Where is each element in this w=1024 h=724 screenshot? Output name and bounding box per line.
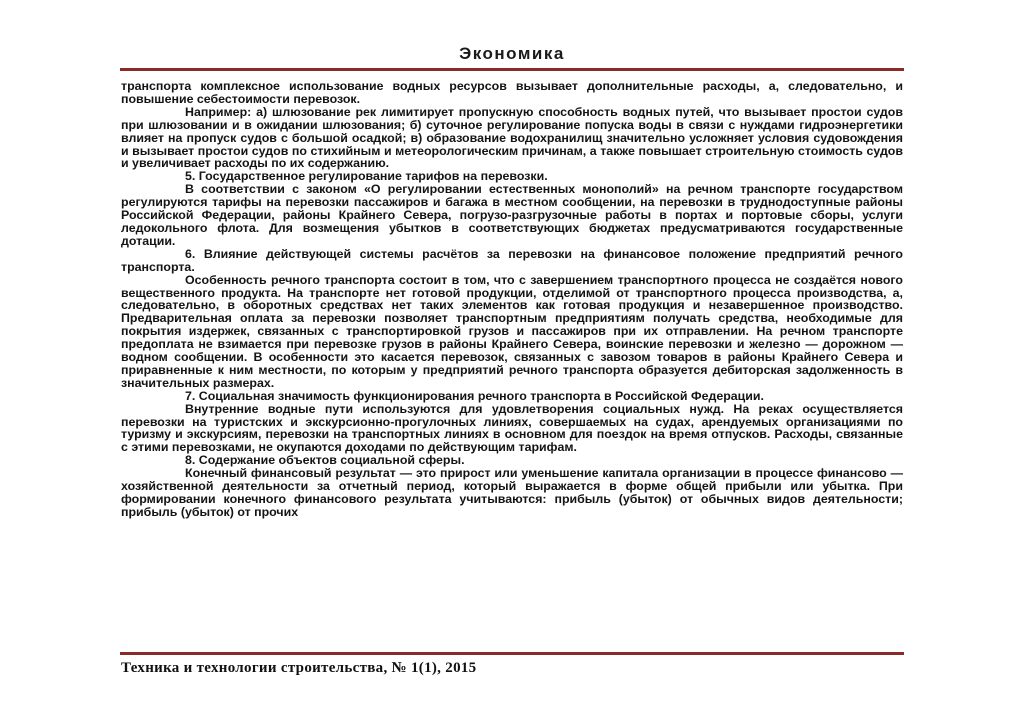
section-header-title: Экономика [459, 44, 565, 63]
paragraph-8: Внутренние водные пути используются для удовлетворения социальных нужд. На реках осуществляется перевозки на туристских и экскурсионно-прогулочных линиях, совершаемых на судах, арендуемых организациями по туризму и экскурсиям, перевозки на транспортных линиях в основном для поездок на время отпусков. Расходы, связанные с этими перевозками, не окупаются доходами по действующим тарифам. [121, 401, 903, 455]
journal-footer-title: Техника и технологии строительства, № 1(1), 2015 [121, 660, 477, 676]
paragraph-6: Особенность речного транспорта состоит в том, что с завершением транспортного процесса не создаётся нового вещественного продукта. На транспорте нет готовой продукции, отделимой от транспортного процесса производства, а, следовательно, в оборотных средствах нет таких элементов как готовая продукция и незавершенное производство. Предварительная оплата за перевозки позволяет транспортным предприятиям получать средства, необходимые для покрытия издержек, связанных с транспортировкой грузов и пассажиров при их отправлении. На речном транспорте предоплата не взимается при перевозке грузов в районы Крайнего Севера, воинские перевозки и железно — дорожном — водном сообщении. В особенности это касается перевозок, связанных с завозом товаров в районы Крайнего Севера и приравненные к ним местности, по которым у предприятий речного транспорта образуется дебиторская задолженность в значительных размерах. [121, 272, 903, 390]
paragraph-9: 8. Содержание объектов социальной сферы. [185, 453, 465, 468]
paragraph-4: В соответствии с законом «О регулировании естественных монополий» на речном транспорте государством регулируются тарифы на перевозки пассажиров и багажа в местном сообщении, на перевозки в труднодоступные районы Российской Федерации, районы Крайнего Севера, погрузо-разгрузочные работы в портах и портовые сборы, услуги ледокольного флота. Для возмещения убытков в соответствующих бюджетах предусматриваются государственные дотации. [121, 182, 903, 248]
paragraph-1: транспорта комплексное использование водных ресурсов вызывает дополнительные расходы, а, следовательно, и повышение себестоимости перевозок. [121, 80, 903, 106]
footer-divider [120, 652, 904, 655]
paragraph-10: Конечный финансовый результат — это прирост или уменьшение капитала организации в процессе финансово — хозяйственной деятельности за отчетный период, который выражается в форме общей прибыли или убытка. При формировании конечного финансового результата учитываются: прибыль (убыток) от обычных видов деятельности; прибыль (убыток) от прочих [121, 466, 903, 519]
paragraph-2: Например: а) шлюзование рек лимитирует пропускную способность водных путей, что вызывает простои судов при шлюзовании и в ожидании шлюзования; б) суточное регулирование попуска воды в связи с нуждами гидроэнергетики влияет на пропуск судов с большой осадкой; в) образование водохранилищ значительно усложняет условия судовождения и вызывает простои судов по стихийным и метеорологическим причинам, а также повышает строительную стоимость судов и увеличивает расходы по их содержанию. [121, 104, 903, 171]
header-divider [120, 68, 904, 71]
article-body [121, 80, 903, 648]
paragraph-5: 6. Влияние действующей системы расчётов за перевозки на финансовое положение предприятий речного транспорта. [121, 246, 903, 274]
paragraph-7: 7. Социальная значимость функционирования речного транспорта в Российской Федерации. [185, 388, 764, 403]
paragraph-3: 5. Государственное регулирование тарифов на перевозки. [185, 169, 548, 184]
